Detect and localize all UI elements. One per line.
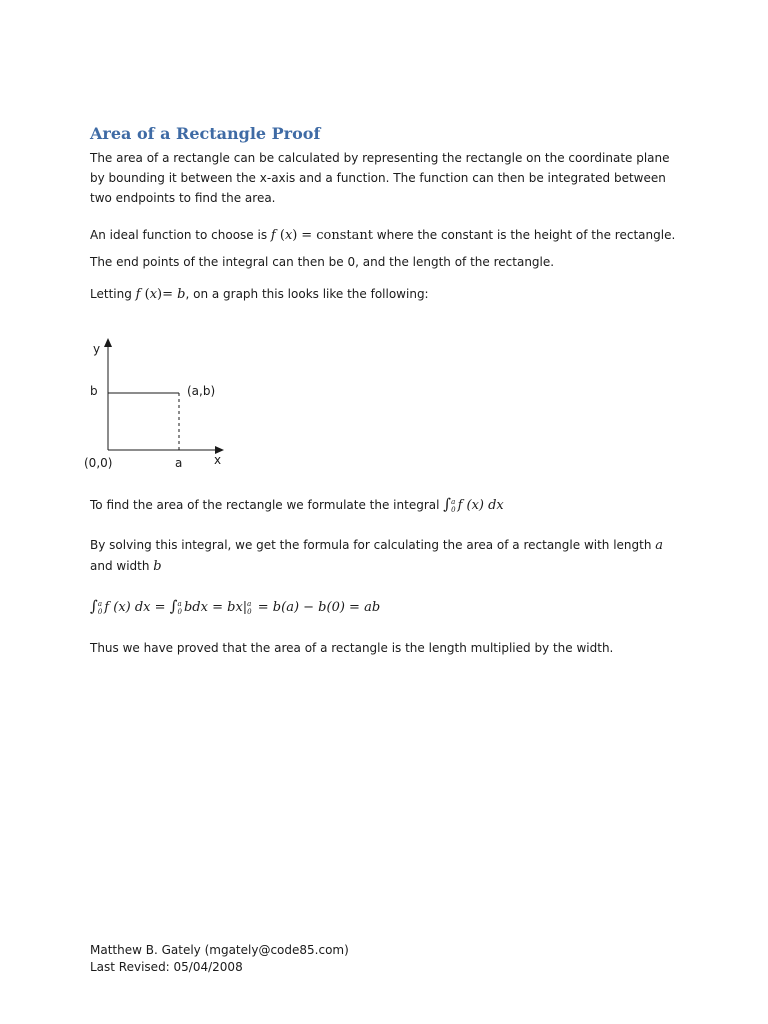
footer-revised: Last Revised: 05/04/2008 — [90, 960, 243, 974]
function-name: f — [270, 228, 276, 243]
b-tick-label: b — [90, 384, 98, 398]
upper-limit: a — [97, 599, 103, 608]
text-segment: where the constant is the height of the rectangle. The end points of the integral can then be 0, and the length of the rectangle. — [90, 228, 676, 269]
eq-lhs: f (x) dx — [104, 600, 151, 615]
lower-limit: 0 — [247, 607, 252, 616]
paren: ) — [292, 228, 298, 243]
integral-limits — [451, 498, 455, 514]
eq-bx: = bx — [207, 600, 243, 615]
y-axis-label: y — [93, 342, 101, 356]
paragraph-letting — [90, 284, 680, 305]
paragraph-solving — [90, 535, 680, 577]
text-segment: To find the area of the rectangle we formulate the integral — [90, 498, 440, 512]
rectangle-graph — [76, 332, 246, 472]
text-segment: An ideal function to choose is — [90, 228, 268, 242]
y-axis-arrow-icon — [104, 338, 112, 347]
eq-equals: = — [150, 600, 170, 615]
paragraph-ideal-function — [90, 222, 680, 275]
integral-sign: ∫ — [443, 495, 452, 513]
paragraph-formulate — [90, 494, 680, 516]
function-var: x — [284, 228, 293, 243]
integral-sign: ∫ — [169, 597, 178, 615]
text-segment: By solving this integral, we get the formula for calculating the area of a rectangle with length — [90, 538, 652, 552]
lower-limit: 0 — [177, 607, 182, 616]
length-symbol: a — [655, 538, 664, 553]
x-axis-label: x — [214, 453, 222, 467]
eval-limits — [247, 600, 251, 616]
eq-bdx: bdx — [183, 600, 208, 615]
paragraph-conclusion: Thus we have proved that the area of a rectangle is the length multiplied by the width. — [90, 641, 614, 655]
a-tick-label: a — [175, 456, 183, 470]
equation-derivation — [90, 596, 680, 618]
integral-limits — [178, 600, 182, 616]
lower-limit: 0 — [451, 505, 456, 514]
text-segment: , on a graph this looks like the following: — [185, 287, 429, 301]
page-title: Area of a Rectangle Proof — [90, 124, 321, 143]
upper-limit: a — [247, 599, 252, 608]
upper-limit: a — [451, 497, 456, 506]
equals-b: = b — [162, 287, 186, 302]
function-var: x — [149, 287, 158, 302]
footer-author: Matthew B. Gately (mgately@code85.com) — [90, 943, 349, 957]
point-label: (a,b) — [187, 384, 216, 398]
paren: ( — [275, 228, 285, 243]
eval-bar: | — [242, 600, 248, 615]
paren: ( — [140, 287, 150, 302]
width-symbol: b — [153, 559, 162, 574]
text-segment: Letting — [90, 287, 132, 301]
lower-limit: 0 — [97, 607, 103, 616]
function-name: f — [135, 287, 141, 302]
paren: ) — [157, 287, 163, 302]
integral-sign: ∫ — [90, 597, 98, 615]
integrand: f (x) dx — [457, 498, 504, 513]
text-segment: and width — [90, 559, 150, 573]
upper-limit: a — [177, 599, 182, 608]
origin-label: (0,0) — [84, 456, 113, 470]
paragraph-intro: The area of a rectangle can be calculated by representing the rectangle on the coordinate plane by bounding it between the x-axis and a function. The function can then be integrated between two endpoints to find the area. — [90, 151, 670, 205]
document-footer — [90, 942, 349, 976]
integral-limits — [98, 600, 102, 616]
eq-rhs: = b(a) − b(0) = ab — [253, 600, 381, 615]
equals-constant: = constant — [301, 228, 373, 243]
